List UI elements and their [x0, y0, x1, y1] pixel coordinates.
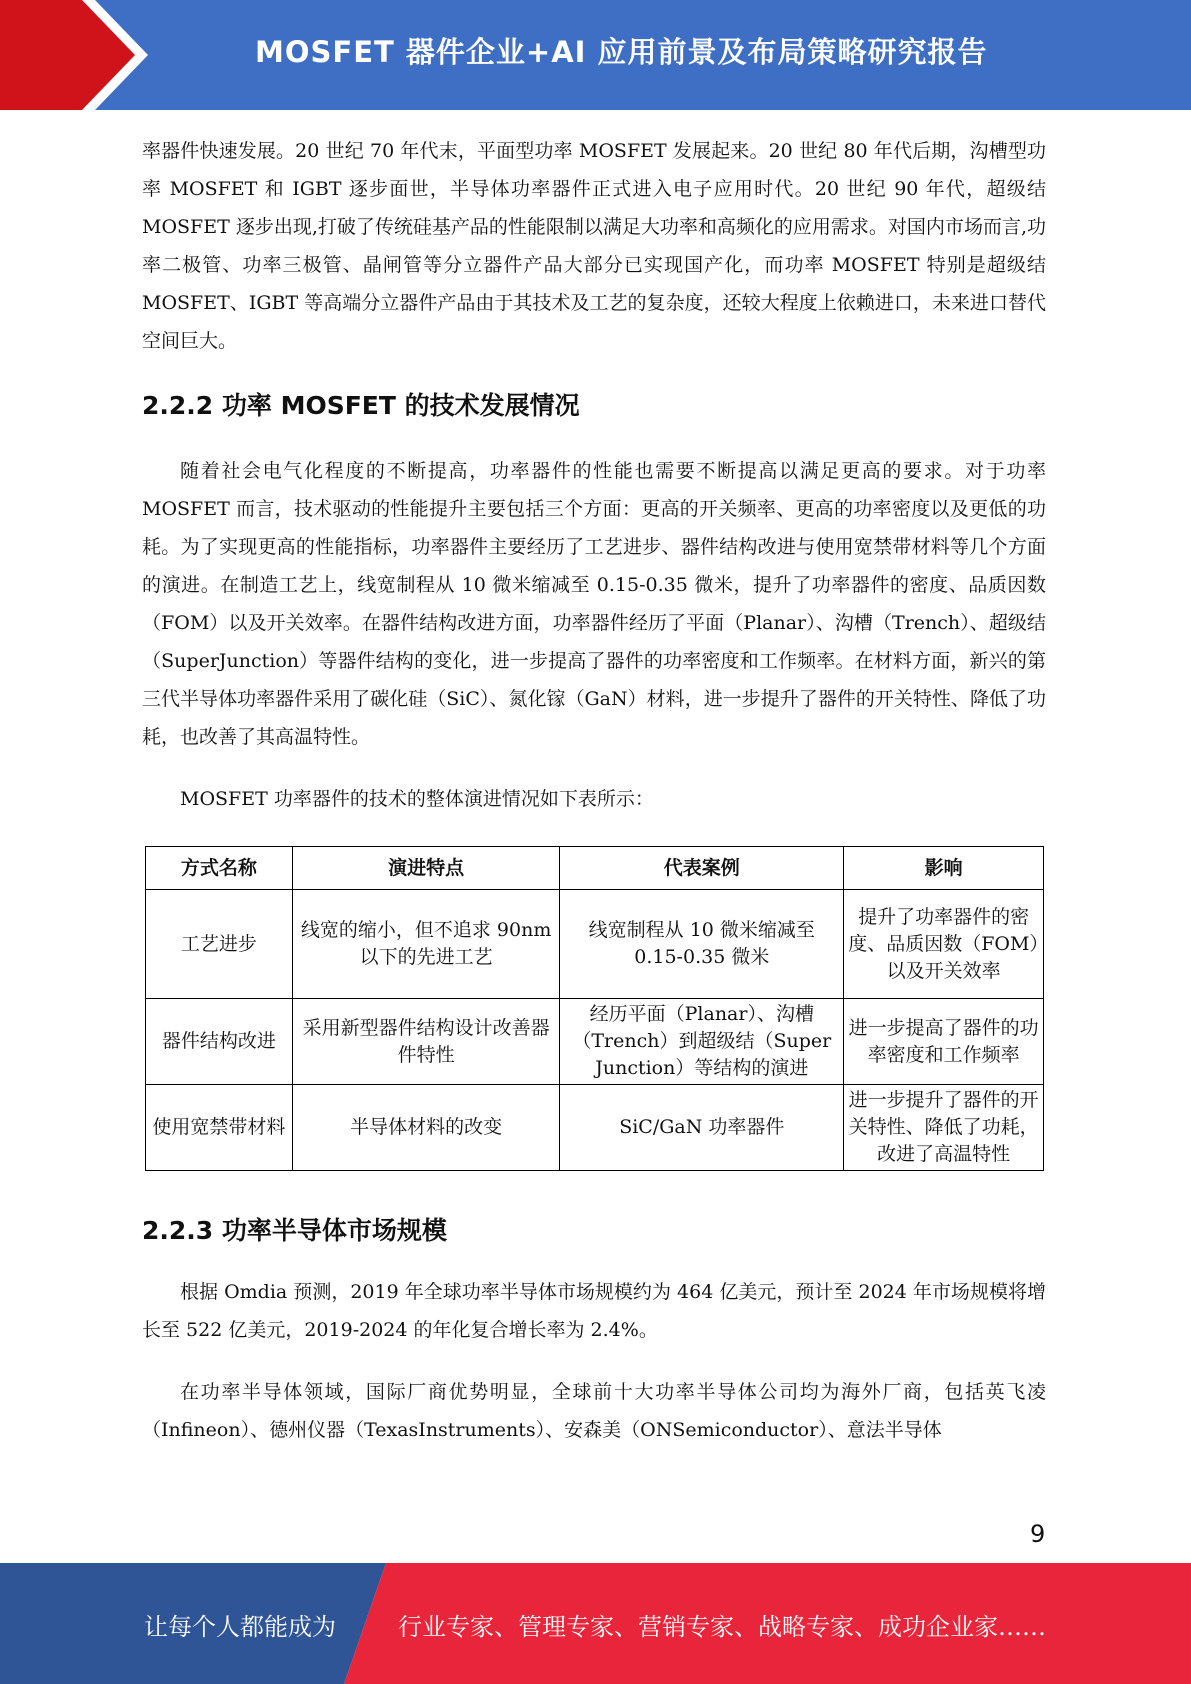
header-red-arrow-decoration: [0, 0, 180, 110]
section-heading: 2.2.2 功率 MOSFET 的技术发展情况: [142, 391, 580, 420]
paragraph: 根据 Omdia 预测，2019 年全球功率半导体市场规模约为 464 亿美元，预计至 2024 年市场规模将增长至 522 亿美元，2019-2024 的年化复合增长率为 2.4%。: [142, 1281, 1046, 1341]
table-cell: 采用新型器件结构设计改善器件特性: [292, 999, 560, 1085]
main-content: [142, 132, 1046, 1449]
table-cell: 提升了功率器件的密度、品质因数（FOM）以及开关效率: [844, 890, 1044, 999]
table-cell: 使用宽禁带材料: [146, 1085, 293, 1171]
table-row: [146, 999, 1044, 1085]
table-cell: 进一步提高了器件的功率密度和工作频率: [844, 999, 1044, 1085]
table-header-cell: 演进特点: [292, 847, 560, 890]
table-cell: 半导体材料的改变: [292, 1085, 560, 1171]
paragraph: MOSFET 功率器件的技术的整体演进情况如下表所示：: [180, 788, 654, 810]
evolution-table: [145, 846, 1044, 1171]
table-header-cell: 影响: [844, 847, 1044, 890]
table-cell: 线宽制程从 10 微米缩减至 0.15-0.35 微米: [560, 890, 844, 999]
table-cell: 经历平面（Planar）、沟槽（Trench）到超级结（Super Junction）等结构的演进: [560, 999, 844, 1085]
page-number: 9: [1030, 1520, 1046, 1548]
section-heading: 2.2.3 功率半导体市场规模: [142, 1216, 447, 1245]
table-row: [146, 890, 1044, 999]
paragraph: 在功率半导体领域，国际厂商优势明显，全球前十大功率半导体公司均为海外厂商，包括英飞凌（Infineon）、德州仪器（TexasInstruments）、安森美（ONSemiconductor）、意法半导体: [142, 1381, 1046, 1441]
page-footer: [0, 1563, 1191, 1684]
report-title: MOSFET 器件企业+AI 应用前景及布局策略研究报告: [255, 35, 988, 69]
table-cell: 进一步提升了器件的开关特性、降低了功耗，改进了高温特性: [844, 1085, 1044, 1171]
table-cell: 线宽的缩小，但不追求 90nm 以下的先进工艺: [292, 890, 560, 999]
table-header-cell: 方式名称: [146, 847, 293, 890]
paragraph: 随着社会电气化程度的不断提高，功率器件的性能也需要不断提高以满足更高的要求。对于功率 MOSFET 而言，技术驱动的性能提升主要包括三个方面：更高的开关频率、更高的功率密度以及更低的功耗。为了实现更高的性能指标，功率器件主要经历了工艺进步、器件结构改进与使用宽禁带材料等几个方面的演进。在制造工艺上，线宽制程从 10 微米缩减至 0.15-0.35 微米，提升了功率器件的密度、品质因数（FOM）以及开关效率。在器件结构改进方面，功率器件经历了平面（Planar）、沟槽（Trench）、超级结（SuperJunction）等器件结构的变化，进一步提高了器件的功率密度和工作频率。在材料方面，新兴的第三代半导体功率器件采用了碳化硅（SiC）、氮化镓（GaN）材料，进一步提升了器件的开关特性、降低了功耗，也改善了其高温特性。: [142, 460, 1046, 748]
table-row: [146, 1085, 1044, 1171]
table-header-row: [146, 847, 1044, 890]
table-cell: 器件结构改进: [146, 999, 293, 1085]
paragraph: 率器件快速发展。20 世纪 70 年代末，平面型功率 MOSFET 发展起来。20 世纪 80 年代后期，沟槽型功率 MOSFET 和 IGBT 逐步面世，半导体功率器件正式进入电子应用时代。20 世纪 90 年代，超级结 MOSFET 逐步出现,打破了传统硅基产品的性能限制以满足大功率和高频化的应用需求。对国内市场而言,功率二极管、功率三极管、晶闸管等分立器件产品大部分已实现国产化，而功率 MOSFET 特别是超级结 MOSFET、IGBT 等高端分立器件产品由于其技术及工艺的复杂度，还较大程度上依赖进口，未来进口替代空间巨大。: [142, 140, 1046, 352]
table-cell: 工艺进步: [146, 890, 293, 999]
table-cell: SiC/GaN 功率器件: [560, 1085, 844, 1171]
page-header: [0, 0, 1191, 110]
footer-slogan-left: 让每个人都能成为: [144, 1613, 336, 1641]
footer-slogan-right: 行业专家、管理专家、营销专家、战略专家、成功企业家……: [398, 1613, 1046, 1641]
table-header-cell: 代表案例: [560, 847, 844, 890]
